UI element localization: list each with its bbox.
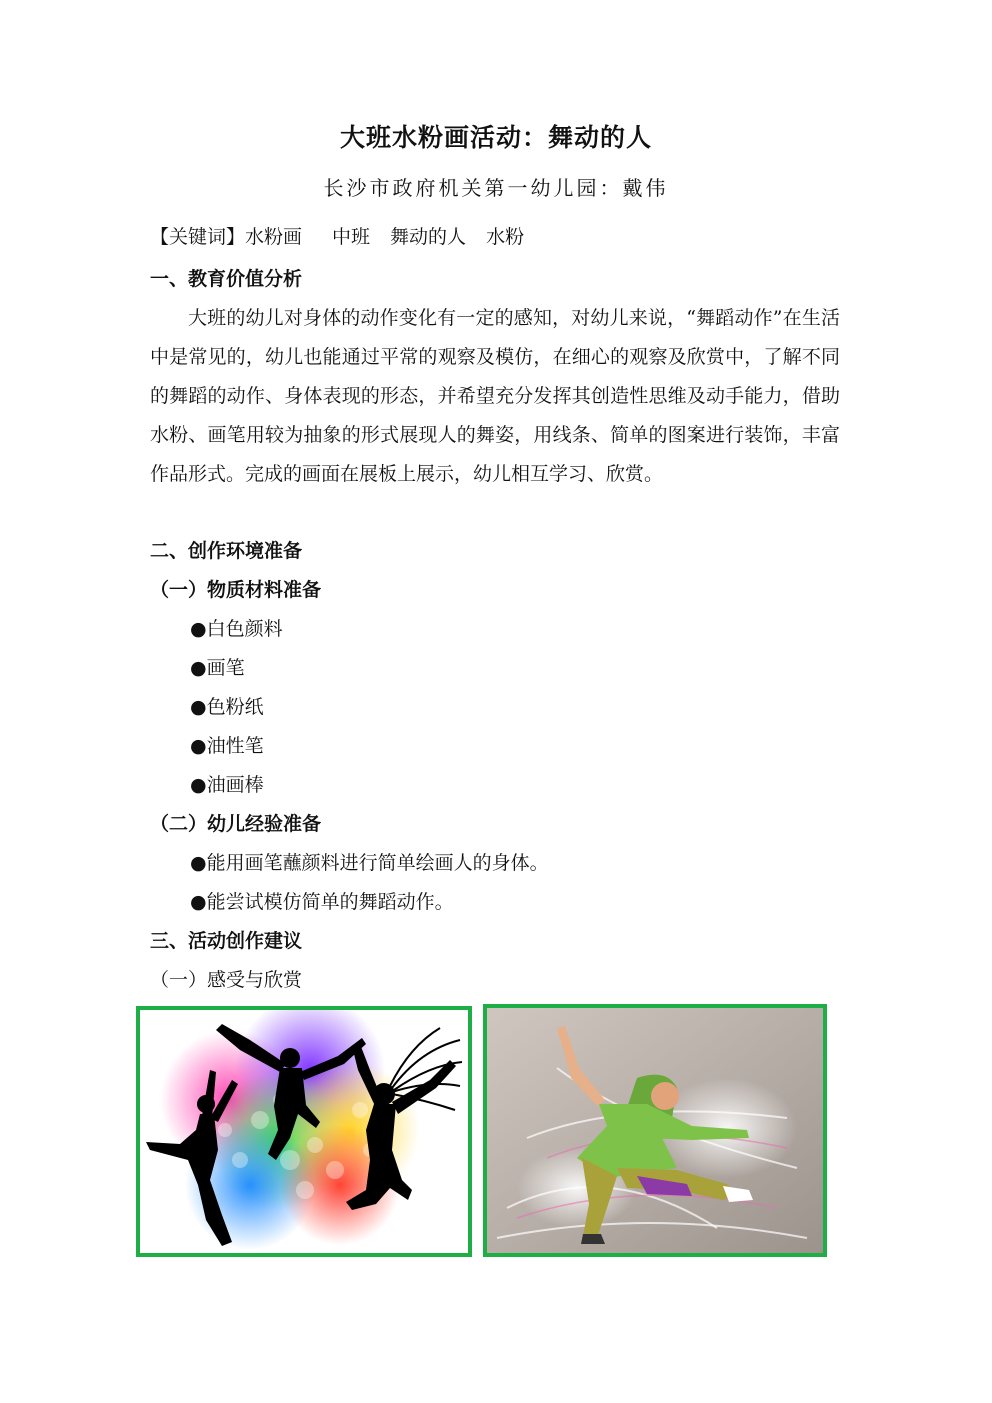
list-item: ●白色颜料	[190, 618, 283, 640]
keyword-item: 水粉	[486, 226, 525, 248]
section-heading-3: 三、活动创作建议	[150, 930, 303, 952]
keywords-line	[150, 222, 524, 249]
breakdancer-photo	[483, 1004, 827, 1257]
breakdancer-illustration	[487, 1008, 823, 1253]
list-item: ●能用画笔蘸颜料进行简单绘画人的身体。	[190, 852, 549, 874]
dancers-silhouette-illustration	[140, 1010, 468, 1253]
keyword-item: 舞动的人	[390, 226, 467, 248]
dancers-silhouette-image	[136, 1006, 472, 1257]
section-heading-1: 一、教育价值分析	[150, 268, 303, 290]
list-item: ●画笔	[190, 657, 245, 679]
keyword-item: 中班	[332, 226, 371, 248]
section-heading-2: 二、创作环境准备	[150, 540, 303, 562]
subsection-heading-experience: （二）幼儿经验准备	[150, 813, 322, 835]
list-item: ●色粉纸	[190, 696, 264, 718]
subsection-heading-materials: （一）物质材料准备	[150, 579, 322, 601]
document-title: 大班水粉画活动：舞动的人	[339, 123, 652, 152]
keyword-item: 水粉画	[245, 226, 303, 248]
subsection-heading-appreciation: （一）感受与欣赏	[150, 969, 303, 991]
author-line: 长沙市政府机关第一幼儿园：戴伟	[323, 176, 669, 200]
list-item: ●油画棒	[190, 774, 264, 796]
section-1-paragraph: 大班的幼儿对身体的动作变化有一定的感知，对幼儿来说，“舞蹈动作”在生活中是常见的，幼儿也能通过平常的观察及模仿，在细心的观察及欣赏中，了解不同的舞蹈的动作、身体表现的形态，并希望充分发挥其创造性思维及动手能力，借助水粉、画笔用较为抽象的形式展现人的舞姿，用线条、简单的图案进行装饰，丰富作品形式。完成的画面在展板上展示，幼儿相互学习、欣赏。	[150, 307, 840, 485]
list-item: ●油性笔	[190, 735, 264, 757]
keywords-label: 【关键词】	[150, 226, 246, 248]
list-item: ●能尝试模仿简单的舞蹈动作。	[190, 891, 454, 913]
